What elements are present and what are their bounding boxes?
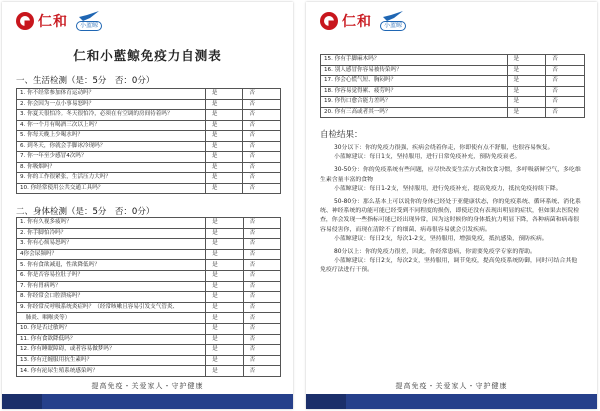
question-row	[17, 281, 281, 292]
brand-name: 仁和	[342, 14, 372, 30]
question-text: 9. 你经常反呼吸系统炎症吗？（经常咳嗽且容易引发支气管炎、	[17, 302, 206, 313]
answer-no-cell[interactable]: 否	[243, 249, 280, 260]
brand-name: 仁和	[38, 14, 68, 30]
answer-no-cell[interactable]: 否	[243, 260, 280, 271]
answer-no-cell[interactable]: 否	[243, 270, 280, 281]
question-row	[17, 99, 281, 110]
answer-no-cell[interactable]: 否	[243, 162, 281, 173]
answer-no-cell[interactable]: 否	[243, 218, 280, 229]
question-row	[17, 228, 281, 239]
answer-no-cell[interactable]: 否	[243, 302, 280, 313]
whale-icon	[383, 11, 403, 21]
question-row	[321, 107, 585, 118]
question-row	[17, 141, 281, 152]
result-advice-text: 小蓝鲸建议：每日2支，每次2支，坚持服用，调节免疫，提高免疫系统防御，同时可结合其他免疫疗法进行干预。	[320, 258, 578, 274]
result-range-text: 80分以上：你的免疫力很差，因此，你经常患病，你需要免疫学专家的帮助。	[334, 249, 536, 256]
answer-yes-cell[interactable]: 是	[507, 86, 546, 97]
question-row	[17, 162, 281, 173]
answer-yes-cell[interactable]: 是	[206, 270, 243, 281]
question-row	[17, 313, 281, 324]
question-row	[17, 323, 281, 334]
question-row	[321, 65, 585, 76]
question-row	[17, 131, 281, 142]
question-text: 14. 你有泌尿生殖系统感染吗？	[17, 366, 206, 377]
whale-logo	[76, 11, 102, 31]
answer-no-cell[interactable]: 否	[243, 141, 281, 152]
question-text: 4. 你一个月有喝酒三次以上吗？	[17, 120, 206, 131]
question-text: 11. 你有食欲降低吗？	[17, 334, 206, 345]
section1-table	[16, 88, 281, 194]
answer-no-cell[interactable]: 否	[243, 281, 280, 292]
answer-yes-cell[interactable]: 是	[507, 65, 546, 76]
results-title: 自检结果：	[320, 130, 363, 140]
question-text: 4你会尿频吗？	[17, 249, 206, 260]
question-row	[17, 110, 281, 121]
document-page-right	[306, 2, 597, 409]
result-advice-text: 小蓝鲸建议：每日2支，每次1-2支，坚持服用，增强免疫，抵抗感染，预防疾病。	[334, 235, 548, 242]
question-text: 19. 你伤口愈合能力差吗？	[321, 97, 508, 108]
brand-logo	[16, 8, 102, 34]
answer-yes-cell[interactable]: 是	[205, 89, 243, 100]
answer-no-cell[interactable]: 否	[243, 110, 281, 121]
answer-yes-cell[interactable]: 是	[205, 120, 243, 131]
answer-yes-cell[interactable]: 是	[205, 152, 243, 163]
renhe-logo-icon	[320, 12, 338, 30]
question-row	[321, 76, 585, 87]
brand-sub-name: 小蓝鲸	[380, 21, 406, 31]
answer-no-cell[interactable]: 否	[243, 239, 280, 250]
answer-no-cell[interactable]: 否	[243, 334, 280, 345]
answer-yes-cell[interactable]: 是	[206, 239, 243, 250]
question-row	[17, 249, 281, 260]
question-text: 13. 你有迁缠服用抗生素吗？	[17, 355, 206, 366]
answer-yes-cell[interactable]: 是	[205, 141, 243, 152]
answer-yes-cell[interactable]: 是	[507, 55, 546, 66]
answer-no-cell[interactable]: 否	[546, 65, 585, 76]
question-row	[17, 183, 281, 194]
section1-title: 一、生活检测（是：5分 否：0分）	[16, 76, 155, 86]
document-title: 仁和小藍鲸免疫力自测表	[73, 48, 222, 63]
answer-no-cell[interactable]: 否	[546, 55, 585, 66]
answer-no-cell[interactable]: 否	[243, 89, 281, 100]
question-row	[321, 97, 585, 108]
question-text: 12. 你有睡眠障碍，或者容易做梦吗？	[17, 345, 206, 356]
answer-no-cell[interactable]: 否	[243, 173, 281, 184]
question-text: 3. 你夏天很怕冷。冬天很怕冷，必须在有空调的房间待着吗？	[17, 110, 206, 121]
answer-no-cell[interactable]: 否	[546, 86, 585, 97]
answer-yes-cell[interactable]: 是	[205, 183, 243, 194]
question-row	[17, 345, 281, 356]
question-text: 8. 你经常会口腔溃疡吗？	[17, 292, 206, 303]
question-text: 10. 你经常使用公共交通工具吗？	[17, 183, 206, 194]
question-text: 8. 你吸烟吗？	[17, 162, 206, 173]
question-row	[17, 218, 281, 229]
answer-yes-cell[interactable]: 是	[206, 292, 243, 303]
answer-no-cell[interactable]: 否	[546, 107, 585, 118]
question-row	[17, 302, 281, 313]
answer-yes-cell[interactable]: 是	[205, 110, 243, 121]
answer-no-cell[interactable]: 否	[243, 313, 280, 324]
question-text: 20. 你有三高或者其一吗？	[321, 107, 508, 118]
question-text: 6. 你是否容易拉肚子吗？	[17, 270, 206, 281]
answer-yes-cell[interactable]: 是	[507, 107, 546, 118]
document-page-left	[2, 2, 293, 409]
answer-no-cell[interactable]: 否	[243, 355, 280, 366]
footer-bar-left	[2, 394, 293, 409]
section2-table	[16, 217, 281, 377]
question-row	[321, 55, 585, 66]
result-range-text: 50-80分：那么基本上可以说你的身体已经处于亚健康状态，你的免疫系统、循环系统、消化系统、神经系统的功能可能已经受到不同程度的损伤，即使还没有表现出明显的症状，但如果去医院检查，你会发现一些指标可能已经出现异常，因为这时候你的身体抵抗力明显下降，各种病菌和病毒很容易侵害你，而现在清除不了的细菌、病毒很容易就会引发疾病。	[320, 199, 581, 233]
answer-no-cell[interactable]: 否	[243, 131, 281, 142]
renhe-logo-icon	[16, 12, 34, 30]
answer-no-cell[interactable]: 否	[243, 292, 280, 303]
answer-yes-cell[interactable]: 是	[206, 302, 243, 313]
question-text: 2. 你会因为一点小事易怒吗？	[17, 99, 206, 110]
question-text: 15. 你有手脚麻木吗？	[321, 55, 508, 66]
answer-yes-cell[interactable]: 是	[205, 173, 243, 184]
answer-yes-cell[interactable]: 是	[206, 218, 243, 229]
answer-yes-cell[interactable]: 是	[206, 323, 243, 334]
question-text: 10. 你是否过敏吗？	[17, 323, 206, 334]
question-text: 6. 到冬天，你就会手脚冰冷现吗？	[17, 141, 206, 152]
footer-bar-right	[306, 394, 597, 409]
question-row	[17, 260, 281, 271]
answer-yes-cell[interactable]: 是	[206, 281, 243, 292]
answer-no-cell[interactable]: 否	[243, 183, 281, 194]
question-text: 5. 你有食欲减退，性欲降低吗？	[17, 260, 206, 271]
question-text: 3. 你有心烦易怒吗？	[17, 239, 206, 250]
answer-no-cell[interactable]: 否	[243, 366, 280, 377]
answer-yes-cell[interactable]: 是	[206, 249, 243, 260]
answer-yes-cell[interactable]: 是	[205, 131, 243, 142]
question-row	[17, 152, 281, 163]
answer-yes-cell[interactable]: 是	[205, 99, 243, 110]
answer-no-cell[interactable]: 否	[243, 99, 281, 110]
question-text: 2. 你手脚怕冷吗？	[17, 228, 206, 239]
question-text: 18. 你容易觉得累、疲劳吗？	[321, 86, 508, 97]
question-row	[17, 366, 281, 377]
continued-table	[320, 54, 585, 118]
result-advice-text: 小蓝鲸建议：每日1支，坚持服用，进行日常免疫补充，预防免疫衰老。	[334, 154, 521, 161]
question-text: 9. 你的工作很紧张，生活压力大吗？	[17, 173, 206, 184]
answer-yes-cell[interactable]: 是	[206, 355, 243, 366]
answer-yes-cell[interactable]: 是	[206, 228, 243, 239]
question-row	[17, 270, 281, 281]
question-text: 17. 你会心慌气短、胸闷吗？	[321, 76, 508, 87]
question-text: 肺炎、咽喉炎等）	[17, 313, 206, 324]
footer-slogan-right: 提高免疫・关爱家人・守护健康	[395, 382, 508, 390]
question-row	[321, 86, 585, 97]
brand-sub-name: 小蓝鲸	[76, 21, 102, 31]
answer-yes-cell[interactable]: 是	[206, 260, 243, 271]
section2-title: 二、身体检测（是：5分 否：0分）	[16, 207, 155, 217]
answer-no-cell[interactable]: 否	[243, 152, 281, 163]
question-text: 1. 你不经常参加体育运动吗？	[17, 89, 206, 100]
answer-yes-cell[interactable]: 是	[206, 366, 243, 377]
question-row	[17, 173, 281, 184]
answer-yes-cell[interactable]: 是	[206, 345, 243, 356]
answer-yes-cell[interactable]: 是	[206, 313, 243, 324]
question-text: 7. 你一年至少感冒4次吗？	[17, 152, 206, 163]
answer-no-cell[interactable]: 否	[243, 323, 280, 334]
question-text: 16. 别人感冒你容易被传染吗？	[321, 65, 508, 76]
whale-logo	[380, 11, 406, 31]
question-row	[17, 334, 281, 345]
answer-yes-cell[interactable]: 是	[507, 76, 546, 87]
question-row	[17, 292, 281, 303]
question-text: 7. 你有胃病吗？	[17, 281, 206, 292]
whale-icon	[79, 11, 99, 21]
answer-yes-cell[interactable]: 是	[206, 334, 243, 345]
answer-yes-cell[interactable]: 是	[507, 97, 546, 108]
answer-no-cell[interactable]: 否	[546, 97, 585, 108]
brand-logo-right	[320, 8, 406, 34]
answer-no-cell[interactable]: 否	[243, 228, 280, 239]
result-range-text: 30-50分：你的免疫系统有些问题，应尽快改变生活方式和饮食习惯，多呼吸新鲜空气，多吃维生素含量丰富的食物	[320, 167, 581, 183]
question-text: 1. 你有久视多疲吗？	[17, 218, 206, 229]
question-text: 5. 你每天晚上少喝水吗？	[17, 131, 206, 142]
question-row	[17, 89, 281, 100]
question-row	[17, 120, 281, 131]
answer-no-cell[interactable]: 否	[243, 345, 280, 356]
results-body	[320, 144, 582, 280]
answer-yes-cell[interactable]: 是	[205, 162, 243, 173]
result-advice-text: 小蓝鲸建议：每日1-2支，坚持服用，进行免疫补充，提高免疫力，抵抗免疫持续下降。	[334, 185, 562, 192]
answer-no-cell[interactable]: 否	[243, 120, 281, 131]
question-row	[17, 355, 281, 366]
answer-no-cell[interactable]: 否	[546, 76, 585, 87]
footer-slogan-left: 提高免疫・关爱家人・守护健康	[91, 382, 204, 390]
result-range-text: 30分以下：你的免疫力很强，疾病会绕着你走，你即使有点不舒服，也很容易恢复。	[334, 145, 554, 151]
question-row	[17, 239, 281, 250]
